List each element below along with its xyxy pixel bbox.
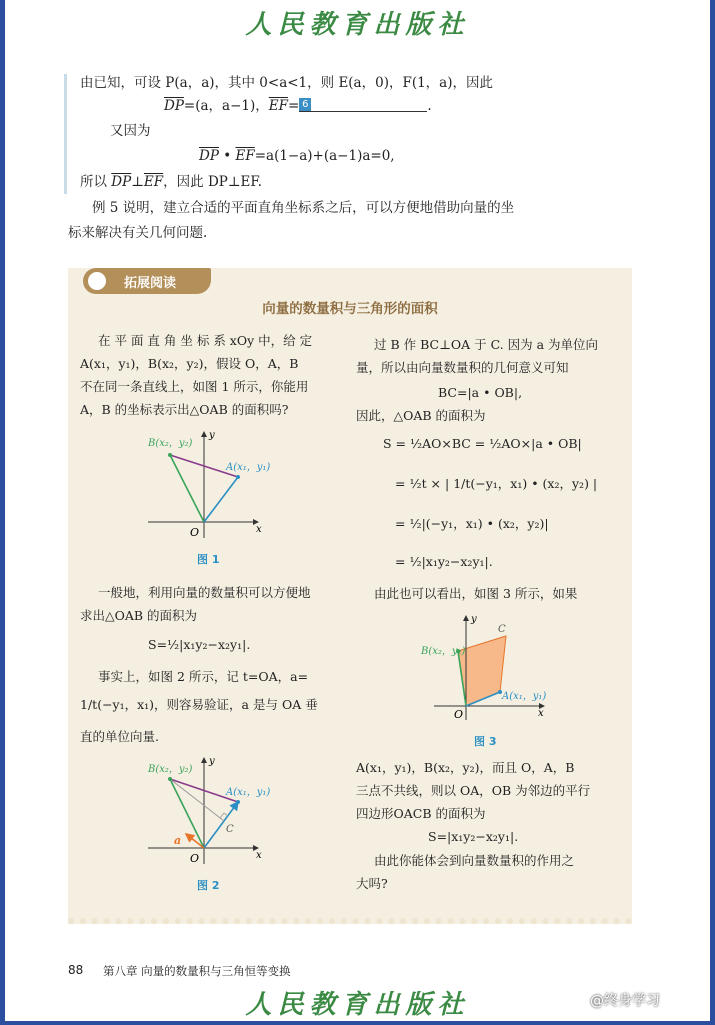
- left-para-1-line-1: 在 平 面 直 角 坐 标 系 xOy 中，给 定: [98, 333, 313, 348]
- svg-text:B(x₂，y₂): B(x₂，y₂): [421, 646, 466, 657]
- svg-text:x: x: [256, 850, 262, 861]
- answer-blank[interactable]: [299, 98, 427, 112]
- page-number: 88: [68, 963, 84, 977]
- intro-line-2: [164, 97, 432, 115]
- intro-line-3: 又因为: [110, 123, 151, 139]
- svg-text:x: x: [538, 708, 544, 719]
- vec-ef-3: $\overline{EF}$: [143, 174, 164, 190]
- dp-value: =(a，a−1)，: [183, 98, 269, 114]
- badge-label: 拓展阅读: [124, 276, 177, 291]
- svg-text:B(x₂，y₂): B(x₂，y₂): [148, 764, 193, 775]
- svg-text:C: C: [226, 824, 234, 835]
- area-step-4: = ½|x₁y₂−x₂y₁|.: [395, 554, 493, 569]
- vec-ef: $\overline{EF}$: [268, 98, 288, 114]
- figure-3: [418, 612, 558, 724]
- intro-line-4: [199, 147, 395, 165]
- intro-line-6: 例 5 说明，建立合适的平面直角坐标系之后，可以方便地借助向量的坐: [92, 200, 515, 216]
- fig1-label-y: y: [209, 430, 215, 441]
- page-border-right: [710, 0, 715, 1025]
- left-para-1-line-4: A，B 的坐标表示出△OAB 的面积吗?: [80, 402, 289, 417]
- svg-text:O: O: [190, 852, 200, 865]
- figure-1: [140, 426, 280, 544]
- left-para-3-line-1: 事实上，如图 2 所示，记 t=OA，a=: [98, 669, 309, 684]
- svg-text:C: C: [498, 624, 506, 635]
- left-para-3-line-3: 直的单位向量.: [80, 729, 159, 744]
- fig1-label-a: A(x₁，y₁): [226, 462, 271, 473]
- intro-line-7: 标来解决有关几何问题.: [68, 225, 208, 241]
- dot-op: •: [218, 148, 236, 164]
- right-para-5-line-2: 大吗?: [356, 876, 388, 891]
- left-para-1-line-2: A(x₁，y₁)，B(x₂，y₂)，假设 O，A，B: [80, 356, 299, 371]
- area-step-2: = ½t × | 1/t(−y₁，x₁) • (x₂，y₂) |: [395, 476, 598, 491]
- area-step-3: = ½|(−y₁，x₁) • (x₂，y₂)|: [395, 516, 549, 531]
- fig1-label-b: B(x₂，y₂): [148, 438, 193, 449]
- side-bar: [64, 74, 67, 194]
- figure-1-caption: 图 1: [197, 553, 220, 566]
- svg-text:y: y: [471, 614, 477, 625]
- svg-text:A(x₁，y₁): A(x₁，y₁): [502, 691, 547, 702]
- page-border-left: [0, 0, 5, 1025]
- area-step-1: S = ½AO×BC = ½AO×|a • OB|: [383, 436, 582, 451]
- fig1-label-x: x: [256, 524, 262, 535]
- bc-equation: BC=|a • OB|,: [438, 385, 523, 400]
- publisher-footer: 人民教育出版社: [245, 990, 470, 1020]
- vec-dp: $\overline{DP}$: [164, 98, 184, 114]
- blank-end: .: [427, 98, 432, 114]
- right-para-4-line-1: A(x₁，y₁)，B(x₂，y₂)，而且 O，A，B: [356, 760, 575, 775]
- right-para-1-line-2: 量，所以由向量数量积的几何意义可知: [356, 360, 569, 375]
- vec-dp-2: $\overline{DP}$: [199, 148, 219, 164]
- ef-eq: =: [288, 98, 300, 114]
- page-border-bottom: [0, 1021, 715, 1025]
- left-para-2-line-1: 一般地，利用向量的数量积可以方便地: [98, 585, 311, 600]
- left-para-3-line-2: 1/t(−y₁，x₁)，则容易验证，a 是与 OA 垂: [80, 697, 318, 712]
- svg-text:a: a: [174, 834, 182, 847]
- box-title: 向量的数量积与三角形的面积: [262, 301, 438, 317]
- publisher-header: 人民教育出版社: [245, 10, 470, 40]
- left-para-1-line-3: 不在同一条直线上，如图 1 所示，你能用: [80, 379, 309, 394]
- intro-line-1: 由已知，可设 P(a，a)，其中 0<a<1，则 E(a，0)，F(1，a)，因此: [80, 75, 494, 91]
- figure-3-caption: 图 3: [474, 735, 497, 748]
- line5-post: ，因此 DP⊥EF.: [163, 174, 262, 190]
- blank-number: 6: [299, 98, 311, 111]
- right-para-3: 由此也可以看出，如图 3 所示，如果: [374, 586, 578, 601]
- watermark: @终身学习: [590, 993, 660, 1009]
- fig1-oa: [204, 477, 238, 522]
- right-para-1-line-1: 过 B 作 BC⊥OA 于 C. 因为 a 为单位向: [374, 337, 599, 352]
- fig1-label-o: O: [190, 526, 200, 539]
- right-para-4-line-3: 四边形OACB 的面积为: [356, 806, 486, 821]
- line5-perp: ⊥: [131, 174, 144, 190]
- right-para-2: 因此，△OAB 的面积为: [356, 408, 486, 423]
- vec-dp-3: $\overline{DP}$: [111, 174, 132, 190]
- formula-1: S=½|x₁y₂−x₂y₁|.: [148, 637, 251, 652]
- chapter-title: 第八章 向量的数量积与三角恒等变换: [103, 964, 291, 978]
- formula-2: S=|x₁y₂−x₂y₁|.: [428, 829, 519, 844]
- svg-text:O: O: [454, 708, 464, 721]
- line5-pre: 所以: [80, 174, 112, 190]
- right-para-5-line-1: 由此你能体会到向量数量积的作用之: [374, 853, 575, 868]
- book-icon: [86, 270, 108, 292]
- dot-result: =a(1−a)+(a−1)a=0,: [254, 148, 395, 164]
- right-para-4-line-2: 三点不共线，则以 OA，OB 为邻边的平行: [356, 783, 591, 798]
- figure-2-caption: 图 2: [197, 879, 220, 892]
- svg-text:y: y: [209, 756, 215, 767]
- left-para-2-line-2: 求出△OAB 的面积为: [80, 608, 198, 623]
- intro-line-5: [80, 173, 262, 191]
- vec-ef-2: $\overline{EF}$: [235, 148, 255, 164]
- figure-2: [140, 752, 280, 872]
- svg-text:A(x₁，y₁): A(x₁，y₁): [226, 787, 271, 798]
